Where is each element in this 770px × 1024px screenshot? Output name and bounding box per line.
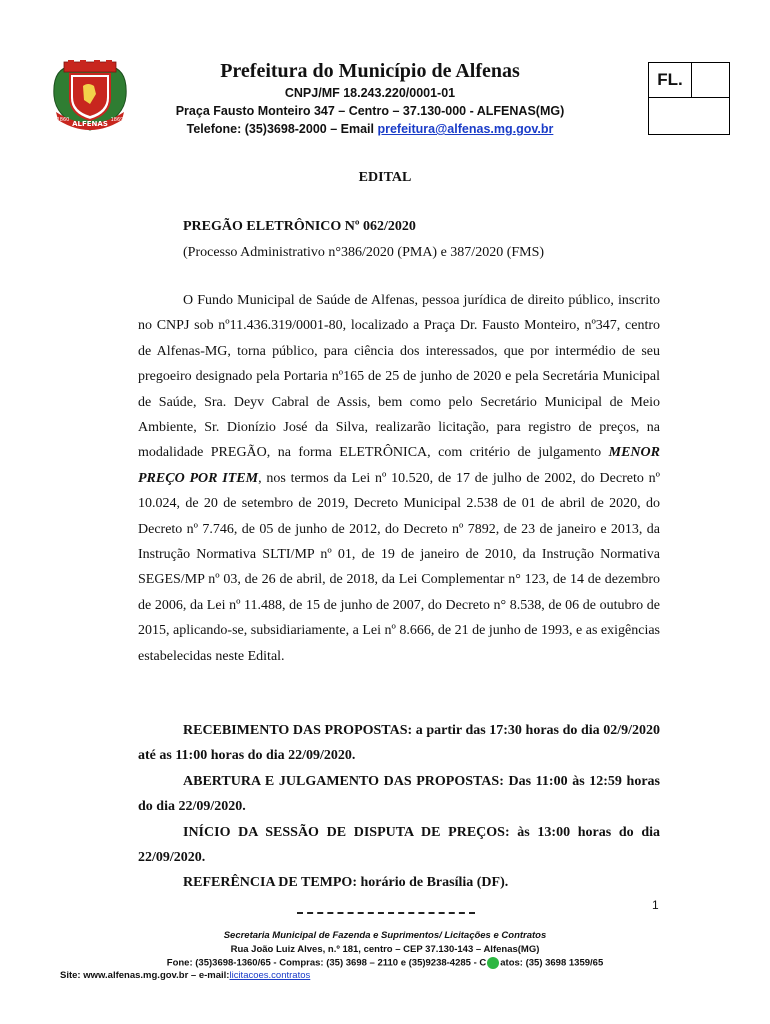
main-paragraph <box>138 288 660 669</box>
letterhead-address: Praça Fausto Monteiro 347 – Centro – 37.130-000 - ALFENAS(MG) <box>175 104 565 118</box>
inicio-line: INÍCIO DA SESSÃO DE DISPUTA DE PREÇOS: às 13:00 horas do dia 22/09/2020. <box>138 824 660 866</box>
email-link[interactable]: prefeitura@alfenas.mg.gov.br <box>377 122 554 136</box>
footer-email-link[interactable]: licitacoes.contratos <box>229 970 311 981</box>
letterhead-contact <box>140 122 600 136</box>
phone-text: Telefone: (35)3698-2000 – Email <box>186 122 378 136</box>
paragraph-text-before: O Fundo Municipal de Saúde de Alfenas, pessoa jurídica de direito público, inscrito no CNPJ sob nº11.436.319/0001-80, localizado a Praça Dr. Fausto Monteiro, nº347, centro de Alfenas-MG, torna público, para ciência dos interessados, que por intermédio de seu pregoeiro designado pela Portaria nº165 de 25 de junho de 2020 e pela Secretária Municipal de Saúde, Sra. Deyv Cabral de Assis, bem como pelo Secretário Municipal de Meio Ambiente, Sr. Dionízio José da Silva, realizarão licitação, para registro de preços, na modalidade PREGÃO, na forma ELETRÔNICA, com critério de julgamento <box>138 293 660 461</box>
paragraph-emphasis: MENOR PREÇO POR ITEM <box>138 445 660 486</box>
document-heading: EDITAL <box>358 170 412 185</box>
recebimento-line: RECEBIMENTO DAS PROPOSTAS: a partir das 17:30 horas do dia 02/9/2020 até as 11:00 horas do dia 22/09/2020. <box>138 723 660 764</box>
folio-box <box>648 62 730 135</box>
page-number: 1 <box>652 898 659 912</box>
seal-year-left: 1860 <box>56 117 70 123</box>
footer-secretaria: Secretaria Municipal de Fazenda e Suprimentos/ Licitações e Contratos <box>223 930 547 941</box>
footer-site <box>60 970 460 981</box>
footer-phones-b: atos: (35) 3698 1359/65 <box>500 957 604 969</box>
seal-text: ALFENAS <box>72 120 108 128</box>
footer-site-text: Site: www.alfenas.mg.gov.br – e-mail: <box>60 970 230 981</box>
whatsapp-icon <box>487 957 499 969</box>
letterhead-title: Prefeitura do Município de Alfenas <box>220 60 520 82</box>
paragraph-text-after: , nos termos da Lei nº 10.520, de 17 de julho de 2002, do Decreto nº 10.024, de 20 de setembro de 2019, Decreto Municipal 2.538 de 01 de abril de 2020, do Decreto nº 7.746, de 05 de junho de 2012, do Decreto nº 7892, de 23 de janeiro e 2013, da Instrução Normativa SLTI/MP nº 01, de 19 de janeiro de 2010, da Instrução Normativa SEGES/MP nº 03, de 26 de abril, de 2018, da Lei Complementar n° 123, de 14 de dezembro de 2006, da Lei nº 11.488, de 15 de junho de 2007, do Decreto n° 8.538, de 06 de outubro de 2015, aplicando-se, subsidiariamente, a Lei nº 8.666, de 21 de junho de 1993, e as exigências estabelecidas neste Edital. <box>138 470 660 664</box>
seal-year-right: 1869 <box>110 117 124 123</box>
folio-number-cell <box>692 63 729 98</box>
municipal-seal-logo <box>50 60 130 132</box>
referencia-line: REFERÊNCIA DE TEMPO: horário de Brasília (DF). <box>183 875 509 891</box>
footer-address: Rua João Luiz Alves, n.º 181, centro – CEP 37.130-143 – Alfenas(MG) <box>230 944 540 955</box>
folio-label: FL. <box>649 63 692 98</box>
footer-phones-a: Fone: (35)3698-1360/65 - Compras: (35) 3698 – 2110 e (35)9238-4285 - C <box>166 957 487 969</box>
footer-divider <box>297 912 475 914</box>
processo-subtitle: (Processo Administrativo n°386/2020 (PMA) e 387/2020 (FMS) <box>183 245 545 260</box>
schedule-section <box>138 718 660 896</box>
footer-phones <box>100 957 670 969</box>
letterhead-cnpj: CNPJ/MF 18.243.220/0001-01 <box>284 86 456 100</box>
abertura-line: ABERTURA E JULGAMENTO DAS PROPOSTAS: Das 11:00 às 12:59 horas do dia 22/09/2020. <box>138 773 660 815</box>
pregao-title: PREGÃO ELETRÔNICO Nº 062/2020 <box>183 219 416 234</box>
